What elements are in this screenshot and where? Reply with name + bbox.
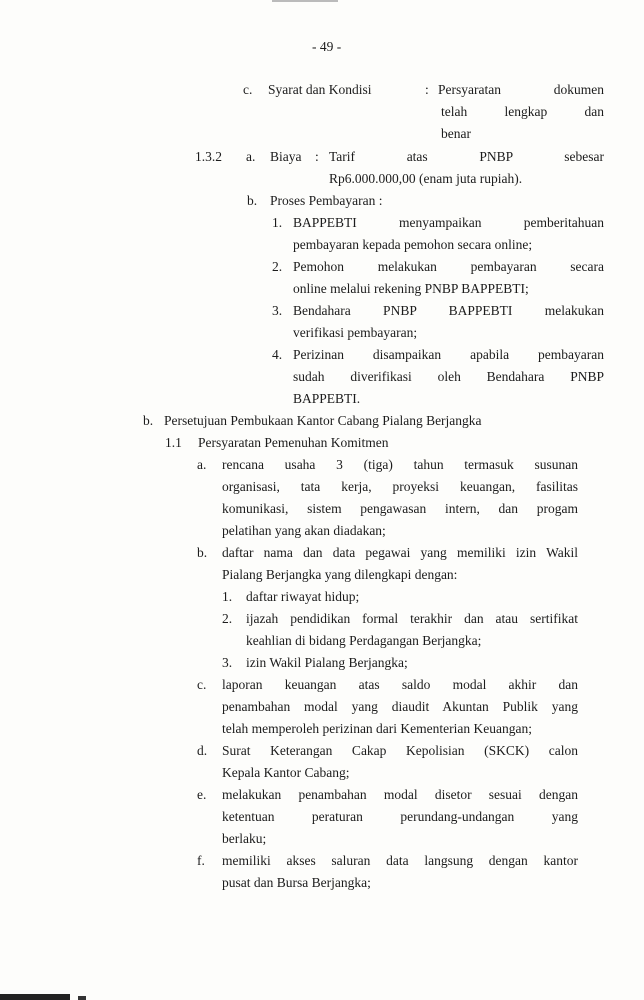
list-marker: e. [197, 787, 207, 802]
section-number: 1.1 [165, 435, 182, 450]
field-label: Syarat dan Kondisi [268, 82, 372, 97]
page-number: - 49 - [312, 39, 342, 54]
step-line: pembayaran kepada pemohon secara online; [293, 237, 533, 252]
colon: : [425, 82, 429, 97]
colon: : [315, 149, 319, 164]
scan-artifact-bottom [0, 994, 70, 1000]
subheading: Proses Pembayaran : [270, 193, 383, 208]
step-number: 2. [272, 259, 283, 274]
item-line: berlaku; [222, 831, 267, 846]
step-number: 1. [272, 215, 283, 230]
list-marker: a. [246, 149, 256, 164]
step-line: Perizinan disampaikan apabila pembayaran [293, 347, 604, 362]
item-line: laporan keuangan atas saldo modal akhir dan [222, 677, 578, 692]
list-marker: c. [197, 677, 207, 692]
subitem-line: izin Wakil Pialang Berjangka; [246, 655, 408, 670]
field-value-line: telah lengkap dan [441, 104, 604, 119]
item-line: Kepala Kantor Cabang; [222, 765, 350, 780]
item-line: Pialang Berjangka yang dilengkapi dengan: [222, 567, 458, 582]
field-value-line: benar [441, 126, 471, 141]
step-line: Bendahara PNBP BAPPEBTI melakukan [293, 303, 604, 318]
item-line: memiliki akses saluran data langsung dengan kantor [222, 853, 578, 868]
subitem-number: 2. [222, 611, 233, 626]
step-line: sudah diverifikasi oleh Bendahara PNBP [293, 369, 604, 384]
step-number: 4. [272, 347, 283, 362]
item-line: penambahan modal yang diaudit Akuntan Publik yang [222, 699, 578, 714]
list-marker: f. [197, 853, 205, 868]
list-marker: b. [197, 545, 208, 560]
scan-artifact-top [272, 0, 338, 2]
section-heading: Persetujuan Pembukaan Kantor Cabang Pialang Berjangka [164, 413, 482, 428]
subitem-line: daftar riwayat hidup; [246, 589, 360, 604]
subitem-line: keahlian di bidang Perdagangan Berjangka; [246, 633, 482, 648]
item-line: telah memperoleh perizinan dari Kementerian Keuangan; [222, 721, 532, 736]
step-line: online melalui rekening PNBP BAPPEBTI; [293, 281, 529, 296]
item-line: organisasi, tata kerja, proyeksi keuangan, fasilitas [222, 479, 578, 494]
item-line: komunikasi, sistem pengawasan intern, dan progam [222, 501, 578, 516]
step-line: verifikasi pembayaran; [293, 325, 418, 340]
field-value-line: Rp6.000.000,00 (enam juta rupiah). [329, 171, 523, 186]
list-marker: b. [143, 413, 154, 428]
item-line: rencana usaha 3 (tiga) tahun termasuk susunan [222, 457, 578, 472]
field-label: Biaya [270, 149, 302, 164]
step-line: BAPPEBTI. [293, 391, 361, 406]
item-line: pelatihan yang akan diadakan; [222, 523, 386, 538]
item-line: pusat dan Bursa Berjangka; [222, 875, 371, 890]
subitem-number: 3. [222, 655, 233, 670]
step-line: BAPPEBTI menyampaikan pemberitahuan [293, 215, 604, 230]
item-line: daftar nama dan data pegawai yang memiliki izin Wakil [222, 545, 578, 560]
item-line: melakukan penambahan modal disetor sesuai dengan [222, 787, 578, 802]
subitem-number: 1. [222, 589, 233, 604]
field-value-line: Tarif atas PNBP sebesar [329, 149, 604, 164]
list-marker: c. [243, 82, 253, 97]
list-marker: b. [247, 193, 258, 208]
section-number: 1.3.2 [195, 149, 222, 164]
step-line: Pemohon melakukan pembayaran secara [293, 259, 604, 274]
step-number: 3. [272, 303, 283, 318]
item-line: ketentuan peraturan perundang-undangan yang [222, 809, 578, 824]
item-line: Surat Keterangan Cakap Kepolisian (SKCK) calon [222, 743, 578, 758]
scan-artifact-bottom [78, 996, 86, 1000]
subsection-heading: Persyaratan Pemenuhan Komitmen [198, 435, 389, 450]
field-value-line: Persyaratan dokumen [438, 82, 604, 97]
list-marker: d. [197, 743, 208, 758]
list-marker: a. [197, 457, 207, 472]
subitem-line: ijazah pendidikan formal terakhir dan atau sertifikat [246, 611, 578, 626]
